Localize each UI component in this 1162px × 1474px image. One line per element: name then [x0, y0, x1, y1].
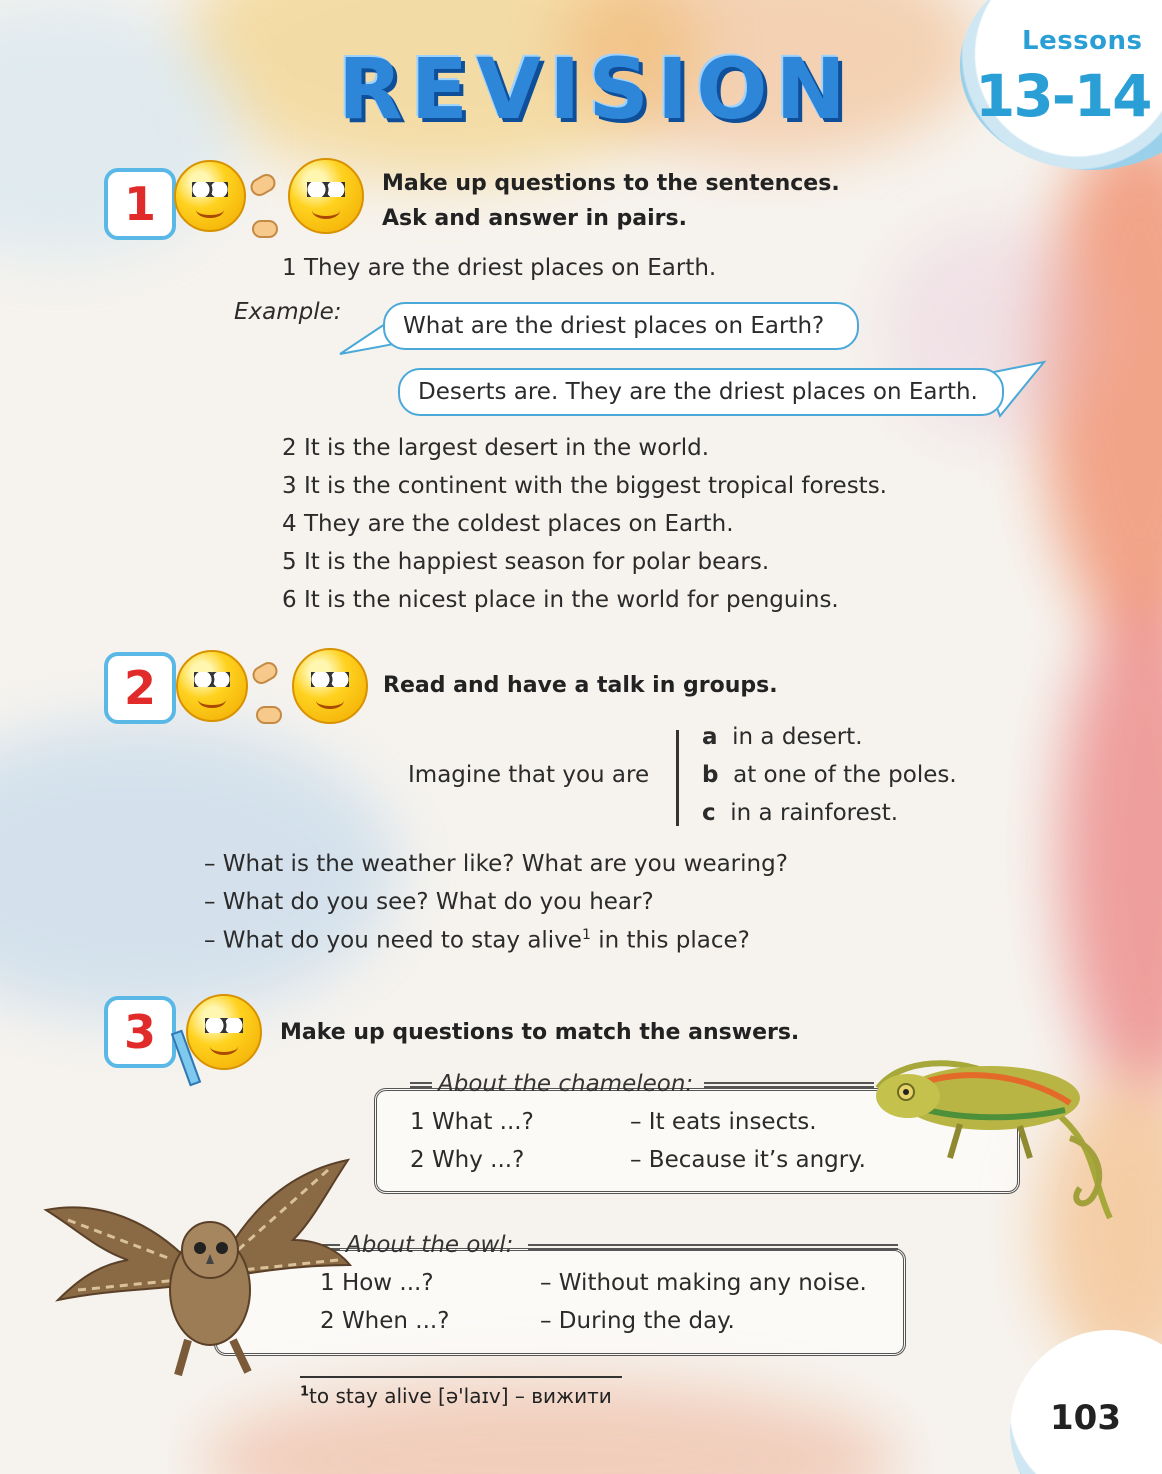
footnote-mark: 1: [300, 1384, 310, 1400]
question-text: – What do you need to stay alive: [204, 927, 582, 954]
option-c: [702, 800, 898, 826]
sentence-2: 2 It is the largest desert in the world.: [282, 435, 710, 461]
owl-q2: 2 When ...?: [320, 1308, 450, 1334]
handshake-icon: [252, 220, 278, 238]
box-rule: [704, 1082, 874, 1088]
exercise-3-instruction: Make up questions to match the answers.: [280, 1020, 800, 1045]
smiley-icon: [176, 650, 248, 722]
box-rule: [528, 1244, 898, 1250]
owl-a2: – During the day.: [540, 1308, 735, 1334]
sentence-4: 4 They are the coldest places on Earth.: [282, 511, 734, 537]
question-text: in this place?: [598, 927, 750, 954]
chameleon-a1: – It eats insects.: [630, 1109, 817, 1135]
option-b: [702, 762, 957, 788]
sentence-3: 3 It is the continent with the biggest tropical forests.: [282, 473, 887, 499]
footnote-ref: 1: [581, 927, 591, 943]
page-number: 103: [1050, 1398, 1121, 1438]
exercise-1-number: 1: [104, 168, 176, 240]
footnote-rule: [300, 1376, 622, 1378]
sentence-1: 1 They are the driest places on Earth.: [282, 255, 717, 281]
smiley-icon: [174, 160, 246, 232]
talk-question-3: [204, 927, 750, 954]
chameleon-image: [870, 1048, 1120, 1228]
chameleon-a2: – Because it’s angry.: [630, 1147, 866, 1173]
handshake-icon: [256, 706, 282, 724]
talk-question-2: – What do you see? What do you hear?: [204, 889, 654, 915]
option-text: in a desert.: [732, 724, 863, 750]
exercise-1-instruction: [382, 166, 840, 236]
question-speech-bubble: [383, 302, 859, 350]
smiley-icon: [292, 648, 368, 724]
answer-speech-bubble: [398, 368, 1004, 416]
option-letter: c: [702, 800, 716, 826]
sentence-5: 5 It is the happiest season for polar bears.: [282, 549, 770, 575]
talk-question-1: – What is the weather like? What are you wearing?: [204, 851, 788, 877]
smiley-icon: [186, 994, 262, 1070]
owl-a1: – Without making any noise.: [540, 1270, 867, 1296]
bubble-text: What are the driest places on Earth?: [403, 313, 825, 339]
footnote-text: to stay alive [ə'laɪv] – вижити: [309, 1384, 612, 1408]
page-title: REVISION: [338, 40, 854, 138]
option-letter: b: [702, 762, 719, 788]
exercise-2-instruction: Read and have a talk in groups.: [383, 673, 778, 698]
example-label: Example:: [234, 299, 342, 325]
brace-line: [676, 730, 679, 826]
lessons-label: Lessons: [1022, 26, 1143, 56]
imagine-text: Imagine that you are: [408, 762, 650, 788]
owl-q1: 1 How ...?: [320, 1270, 434, 1296]
chameleon-heading: About the chameleon:: [438, 1071, 694, 1097]
footnote: [300, 1384, 612, 1408]
instruction-line: Ask and answer in pairs.: [382, 206, 687, 231]
option-letter: a: [702, 724, 718, 750]
lessons-range: 13-14: [975, 62, 1151, 130]
option-text: in a rainforest.: [730, 800, 899, 826]
chameleon-q1: 1 What ...?: [410, 1109, 534, 1135]
exercise-3-number: 3: [104, 996, 176, 1068]
option-text: at one of the poles.: [733, 762, 957, 788]
bubble-text: Deserts are. They are the driest places on Earth.: [418, 379, 978, 405]
chameleon-q2: 2 Why ...?: [410, 1147, 525, 1173]
exercise-2-number: 2: [104, 652, 176, 724]
box-rule: [410, 1082, 432, 1088]
instruction-line: Make up questions to the sentences.: [382, 171, 840, 196]
sentence-6: 6 It is the nicest place in the world for penguins.: [282, 587, 839, 613]
owl-image: [38, 1140, 358, 1390]
smiley-icon: [288, 158, 364, 234]
owl-heading: About the owl:: [346, 1232, 514, 1258]
option-a: [702, 724, 863, 750]
